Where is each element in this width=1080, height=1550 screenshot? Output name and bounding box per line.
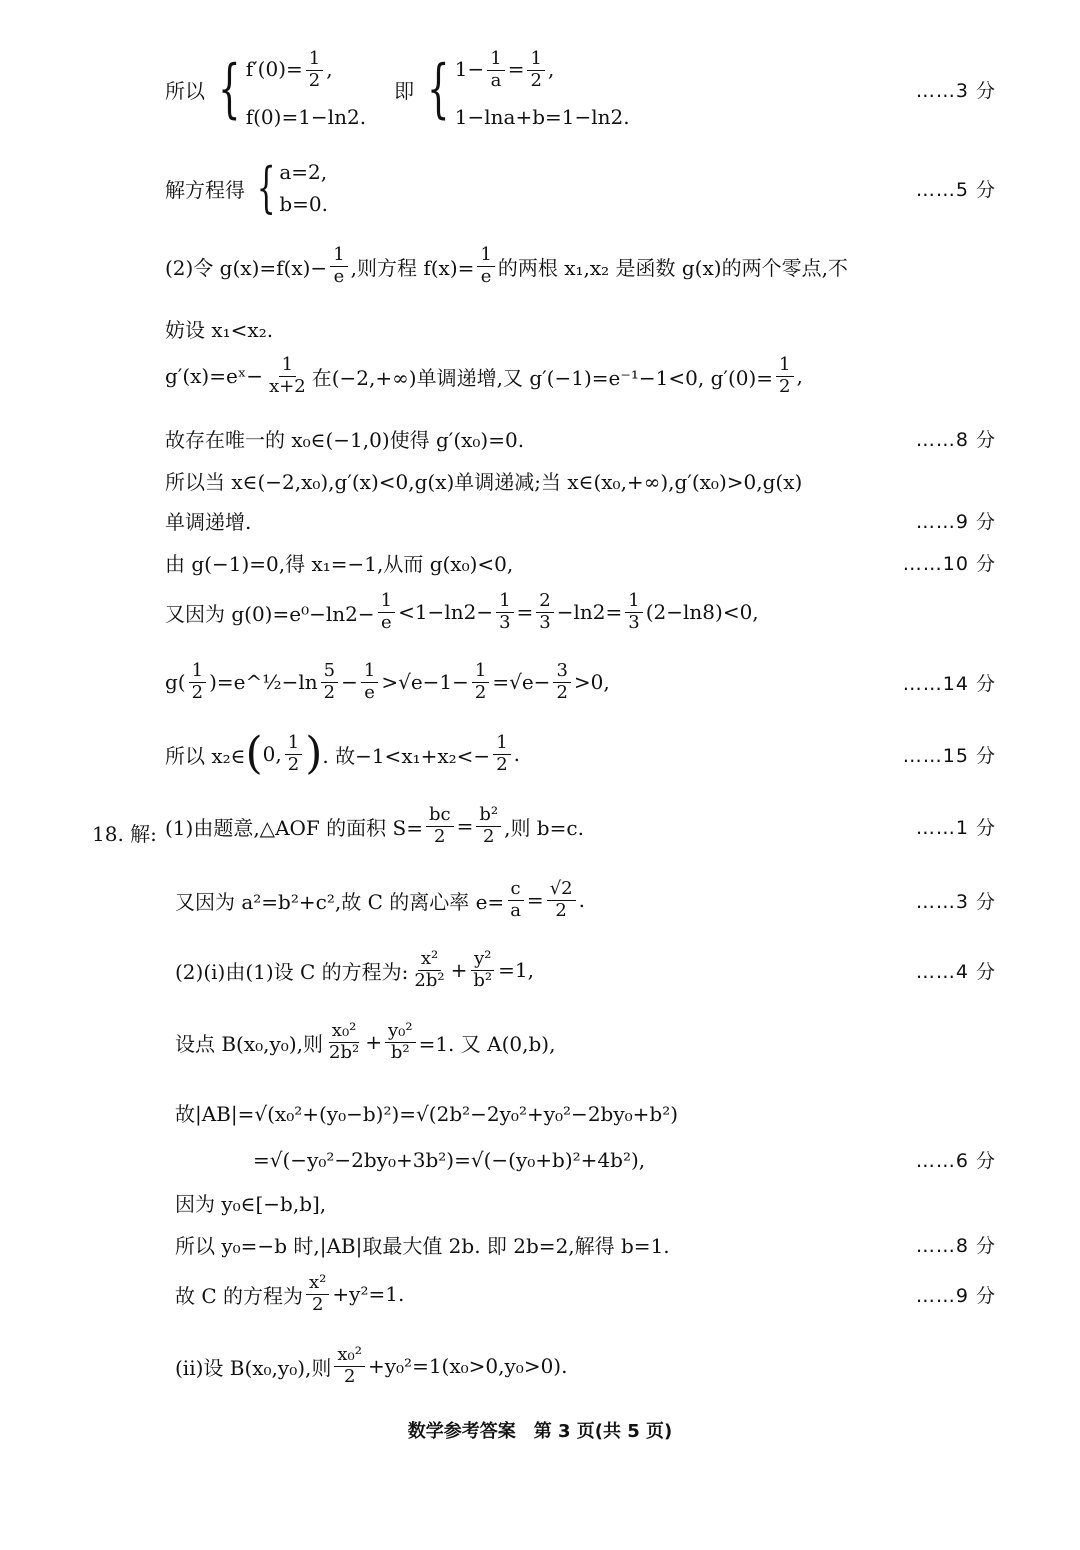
score: ……14 分 xyxy=(902,672,996,695)
score: ……1 分 xyxy=(915,816,996,839)
solution-line: 由 g(−1)=0,得 x₁=−1,从而 g(x₀)<0, ……10 分 xyxy=(165,548,996,577)
brace-icon: { xyxy=(218,52,241,127)
score: ……9 分 xyxy=(915,1284,996,1307)
score: ……8 分 xyxy=(915,429,996,451)
score: ……4 分 xyxy=(915,960,996,983)
solution-line: (ii)设 B(x₀,y₀),则 $\frac{\text{x₀²}}{2}$ +y₀²=1(x₀>0,y₀>0). xyxy=(175,1344,568,1387)
fraction: $\frac{\text{y²}}{\text{b²}}$ xyxy=(470,950,495,991)
page-footer: 数学参考答案 第 3 页(共 5 页) xyxy=(407,1421,673,1442)
score: ……5 分 xyxy=(915,178,996,201)
fraction: $\frac{\text{y₀²}}{\text{b²}}$ xyxy=(385,1022,416,1063)
solution-line: 妨设 x₁<x₂. xyxy=(165,318,274,342)
fraction: $\frac{1}{2}$ xyxy=(527,50,544,91)
fraction: $\frac{1}{e}$ xyxy=(378,592,395,633)
fraction: $\frac{1}{2}$ xyxy=(306,50,323,91)
solution-line: 故存在唯一的 x₀∈(−1,0)使得 g′(x₀)=0. ……8 分 xyxy=(165,424,996,453)
text: 即 xyxy=(394,78,415,103)
score: ……8 分 xyxy=(915,1235,996,1257)
fraction: $\frac{\text{x²}}{\text{2b²}}$ xyxy=(414,948,445,991)
solution-line: 又因为 g(0)=e⁰−ln2− $\frac{1}{e}$ <1−ln2− $\frac{1}{3}$ = $\frac{2}{3}$ −ln2= $\frac{1}{3}$ (2−ln8)<0, xyxy=(165,590,759,633)
fraction: $\frac{1}{a}$ xyxy=(487,50,504,91)
solution-line xyxy=(165,156,996,219)
solution-line: (1)由题意,△AOF 的面积 S= $\frac{bc}{2}$ = $\frac{\text{b²}}{2}$ ,则 b=c. ……1 分 xyxy=(165,804,996,847)
fraction: $\frac{2}{3}$ xyxy=(536,592,553,633)
solution-line: (2)(i)由(1)设 C 的方程为: $\frac{\text{x²}}{\text{2b²}}$ + $\frac{\text{y²}}{\text{b²}}$ =1, ……4 分 xyxy=(175,948,996,991)
fraction: $\frac{√2}{2}$ xyxy=(547,880,576,921)
paren-open-icon: ( xyxy=(245,728,263,779)
score: ……9 分 xyxy=(915,511,996,533)
fraction: $\frac{3}{2}$ xyxy=(553,662,570,703)
fraction: $\frac{1}{2}$ xyxy=(493,734,510,775)
solution-line: 所以当 x∈(−2,x₀),g′(x)<0,g(x)单调递减;当 x∈(x₀,+∞),g′(x₀)>0,g(x) xyxy=(165,470,803,494)
paren-close-icon: ) xyxy=(305,728,323,779)
text: 所以 xyxy=(165,78,205,103)
equation-system: { 1− $\frac{1}{a}$ = $\frac{1}{2}$ , 1−lna+b=1−ln2. xyxy=(427,48,630,129)
fraction: $\frac{1}{3}$ xyxy=(625,592,642,633)
text: 解方程得 xyxy=(165,177,245,202)
fraction: $\frac{bc}{2}$ xyxy=(426,806,454,847)
fraction: $\frac{1}{2}$ xyxy=(189,662,206,703)
solution-line: 又因为 a²=b²+c²,故 C 的离心率 e= $\frac{c}{a}$ = $\frac{√2}{2}$ . ……3 分 xyxy=(175,878,996,921)
solution-line: 单调递增. ……9 分 xyxy=(165,506,996,535)
solution-line: 因为 y₀∈[−b,b], xyxy=(175,1192,327,1216)
fraction: $\frac{\text{b²}}{2}$ xyxy=(476,806,501,847)
eq-row: f(0)=1−ln2. xyxy=(245,104,367,129)
solution-line: 所以 x₂∈ ( 0, $\frac{1}{2}$ ) . 故−1<x₁+x₂<− $\frac{1}{2}$ . ……15 分 xyxy=(165,728,996,779)
solution-line: =√(−y₀²−2by₀+3b²)=√(−(y₀+b)²+4b²), ……6 分 xyxy=(253,1147,996,1172)
fraction: $\frac{1}{2}$ xyxy=(776,356,793,397)
fraction: $\frac{1}{e}$ xyxy=(330,246,347,287)
fraction: $\frac{\text{x₀²}}{2}$ xyxy=(334,1346,365,1387)
fraction: $\frac{1}{3}$ xyxy=(496,592,513,633)
fraction: $\frac{\text{x²}}{2}$ xyxy=(306,1274,329,1315)
solution-line: g( $\frac{1}{2}$ )=e^½−ln $\frac{5}{2}$ − $\frac{1}{e}$ >√e−1− $\frac{1}{2}$ =√e− $\frac{3}{2}$ >0, ……14 分 xyxy=(165,660,996,703)
solution-line: 所以 y₀=−b 时,|AB|取最大值 2b. 即 2b=2,解得 b=1. ……8 分 xyxy=(175,1230,996,1259)
score: ……15 分 xyxy=(902,744,996,767)
solution-line: 故 C 的方程为 $\frac{\text{x²}}{2}$ +y²=1. ……9 分 xyxy=(175,1272,996,1315)
solution-line: g′(x)=eˣ− $\frac{1}{x+2}$ 在(−2,+∞)单调递增,又 g′(−1)=e⁻¹−1<0, g′(0)= $\frac{1}{2}$ , xyxy=(165,354,803,397)
solution-line: (2)令 g(x)=f(x)− $\frac{1}{e}$ ,则方程 f(x)= $\frac{1}{e}$ 的两根 x₁,x₂ 是函数 g(x)的两个零点,不 xyxy=(165,244,848,287)
fraction: $\frac{1}{e}$ xyxy=(361,662,378,703)
score: ……3 分 xyxy=(915,890,996,913)
score: ……6 分 xyxy=(915,1150,996,1172)
fraction: $\frac{1}{x+2}$ xyxy=(269,354,306,397)
brace-icon: { xyxy=(256,156,276,219)
solution-line xyxy=(165,50,996,129)
fraction: $\frac{c}{a}$ xyxy=(507,880,524,921)
fraction: $\frac{5}{2}$ xyxy=(321,662,338,703)
solution-line: 故|AB|=√(x₀²+(y₀−b)²)=√(2b²−2y₀²+y₀²−2by₀+b²) xyxy=(175,1102,679,1126)
fraction: $\frac{1}{e}$ xyxy=(477,246,494,287)
eq-row: f′(0)= xyxy=(245,56,303,81)
solution-line: 设点 B(x₀,y₀),则 $\frac{\text{x₀²}}{\text{2b²}}$ + $\frac{\text{y₀²}}{\text{b²}}$ =1. 又 A(0,b), xyxy=(175,1020,556,1063)
question-number: 18. 解: xyxy=(92,822,157,846)
score: ……10 分 xyxy=(902,553,996,575)
brace-icon: { xyxy=(427,52,450,127)
fraction: $\frac{\text{x₀²}}{\text{2b²}}$ xyxy=(329,1020,360,1063)
fraction: $\frac{1}{2}$ xyxy=(285,734,302,775)
equation-system: { f′(0)= $\frac{1}{2}$ , f(0)=1−ln2. xyxy=(218,48,367,129)
equation-system: { a=2, b=0. xyxy=(256,156,329,219)
fraction: $\frac{1}{2}$ xyxy=(472,662,489,703)
score: ……3 分 xyxy=(915,79,996,102)
eq-row: 1−lna+b=1−ln2. xyxy=(454,104,630,129)
